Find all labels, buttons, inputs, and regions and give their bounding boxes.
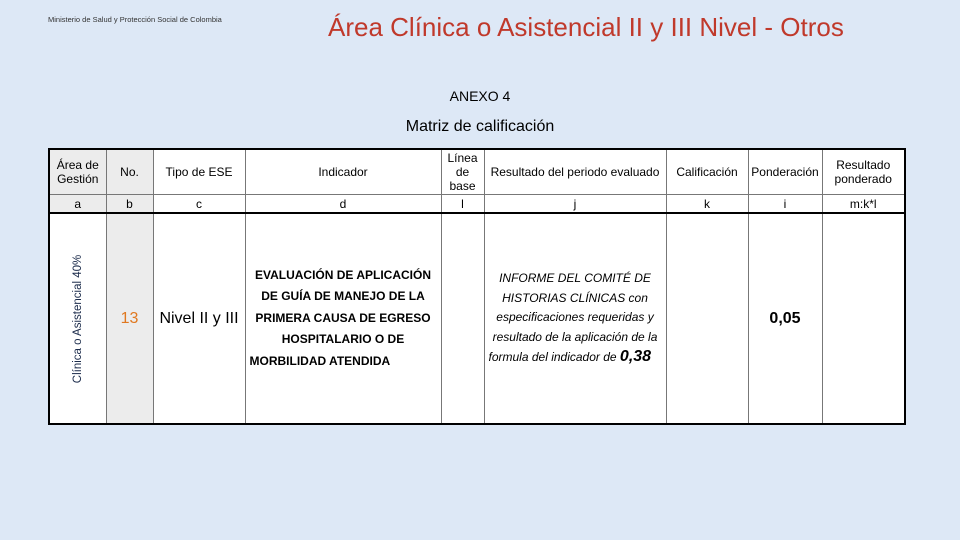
page-title: Área Clínica o Asistencial II y III Nivel - Otros — [328, 12, 844, 42]
col-header-linea-base: Línea de base — [441, 149, 484, 195]
resultado-value: 0,38 — [619, 348, 652, 366]
linea-base-cell — [441, 213, 484, 424]
ponderacion-value: 0,05 — [769, 309, 801, 327]
calificacion-table — [48, 148, 906, 425]
col-header-resultado: Resultado del periodo evaluado — [484, 149, 666, 195]
table-title: Matriz de calificación — [405, 118, 555, 135]
col-letter-m: m:k*l — [822, 195, 905, 214]
col-letter-b: b — [106, 195, 153, 214]
col-letter-k: k — [666, 195, 748, 214]
resultado-text: INFORME DEL COMITÉ DE HISTORIAS CLÍNICAS con especificaciones requeridas y resultado de la aplicación de la formula del indicador de — [488, 271, 658, 365]
ministry-label: Ministerio de Salud y Protección Social de Colombia — [48, 15, 222, 24]
col-header-resultado-ponderado: Resultado ponderado — [822, 149, 905, 195]
anexo-label: ANEXO 4 — [449, 88, 511, 104]
col-header-calificacion: Calificación — [666, 149, 748, 195]
area-label: Clínica o Asistencial 40% — [71, 254, 84, 383]
no-cell — [106, 213, 153, 424]
col-header-tipo: Tipo de ESE — [153, 149, 245, 195]
tipo-value: Nivel II y III — [159, 309, 239, 327]
col-header-indicador: Indicador — [245, 149, 441, 195]
col-letter-d: d — [245, 195, 441, 214]
col-letter-a: a — [49, 195, 106, 214]
table-row — [49, 213, 905, 424]
col-header-no: No. — [106, 149, 153, 195]
calificacion-cell — [666, 213, 748, 424]
resultado-ponderado-cell — [822, 213, 905, 424]
indicador-cell — [245, 213, 441, 424]
col-header-area: Área de Gestión — [49, 149, 106, 195]
resultado-cell — [484, 213, 666, 424]
indicador-text: EVALUACIÓN DE APLICACIÓN DE GUÍA DE MANEJO DE LA PRIMERA CAUSA DE EGRESO HOSPITALARIO O DE MORBILIDAD ATENDIDA — [249, 267, 431, 368]
col-letter-i: i — [748, 195, 822, 214]
indicator-number: 13 — [120, 309, 139, 327]
col-letter-j: j — [484, 195, 666, 214]
letters-row — [49, 195, 905, 214]
col-letter-l: l — [441, 195, 484, 214]
col-letter-c: c — [153, 195, 245, 214]
ponderacion-cell — [748, 213, 822, 424]
tipo-cell — [153, 213, 245, 424]
col-header-ponderacion: Ponderación — [748, 149, 822, 195]
header-row — [49, 149, 905, 195]
area-cell — [49, 213, 106, 424]
